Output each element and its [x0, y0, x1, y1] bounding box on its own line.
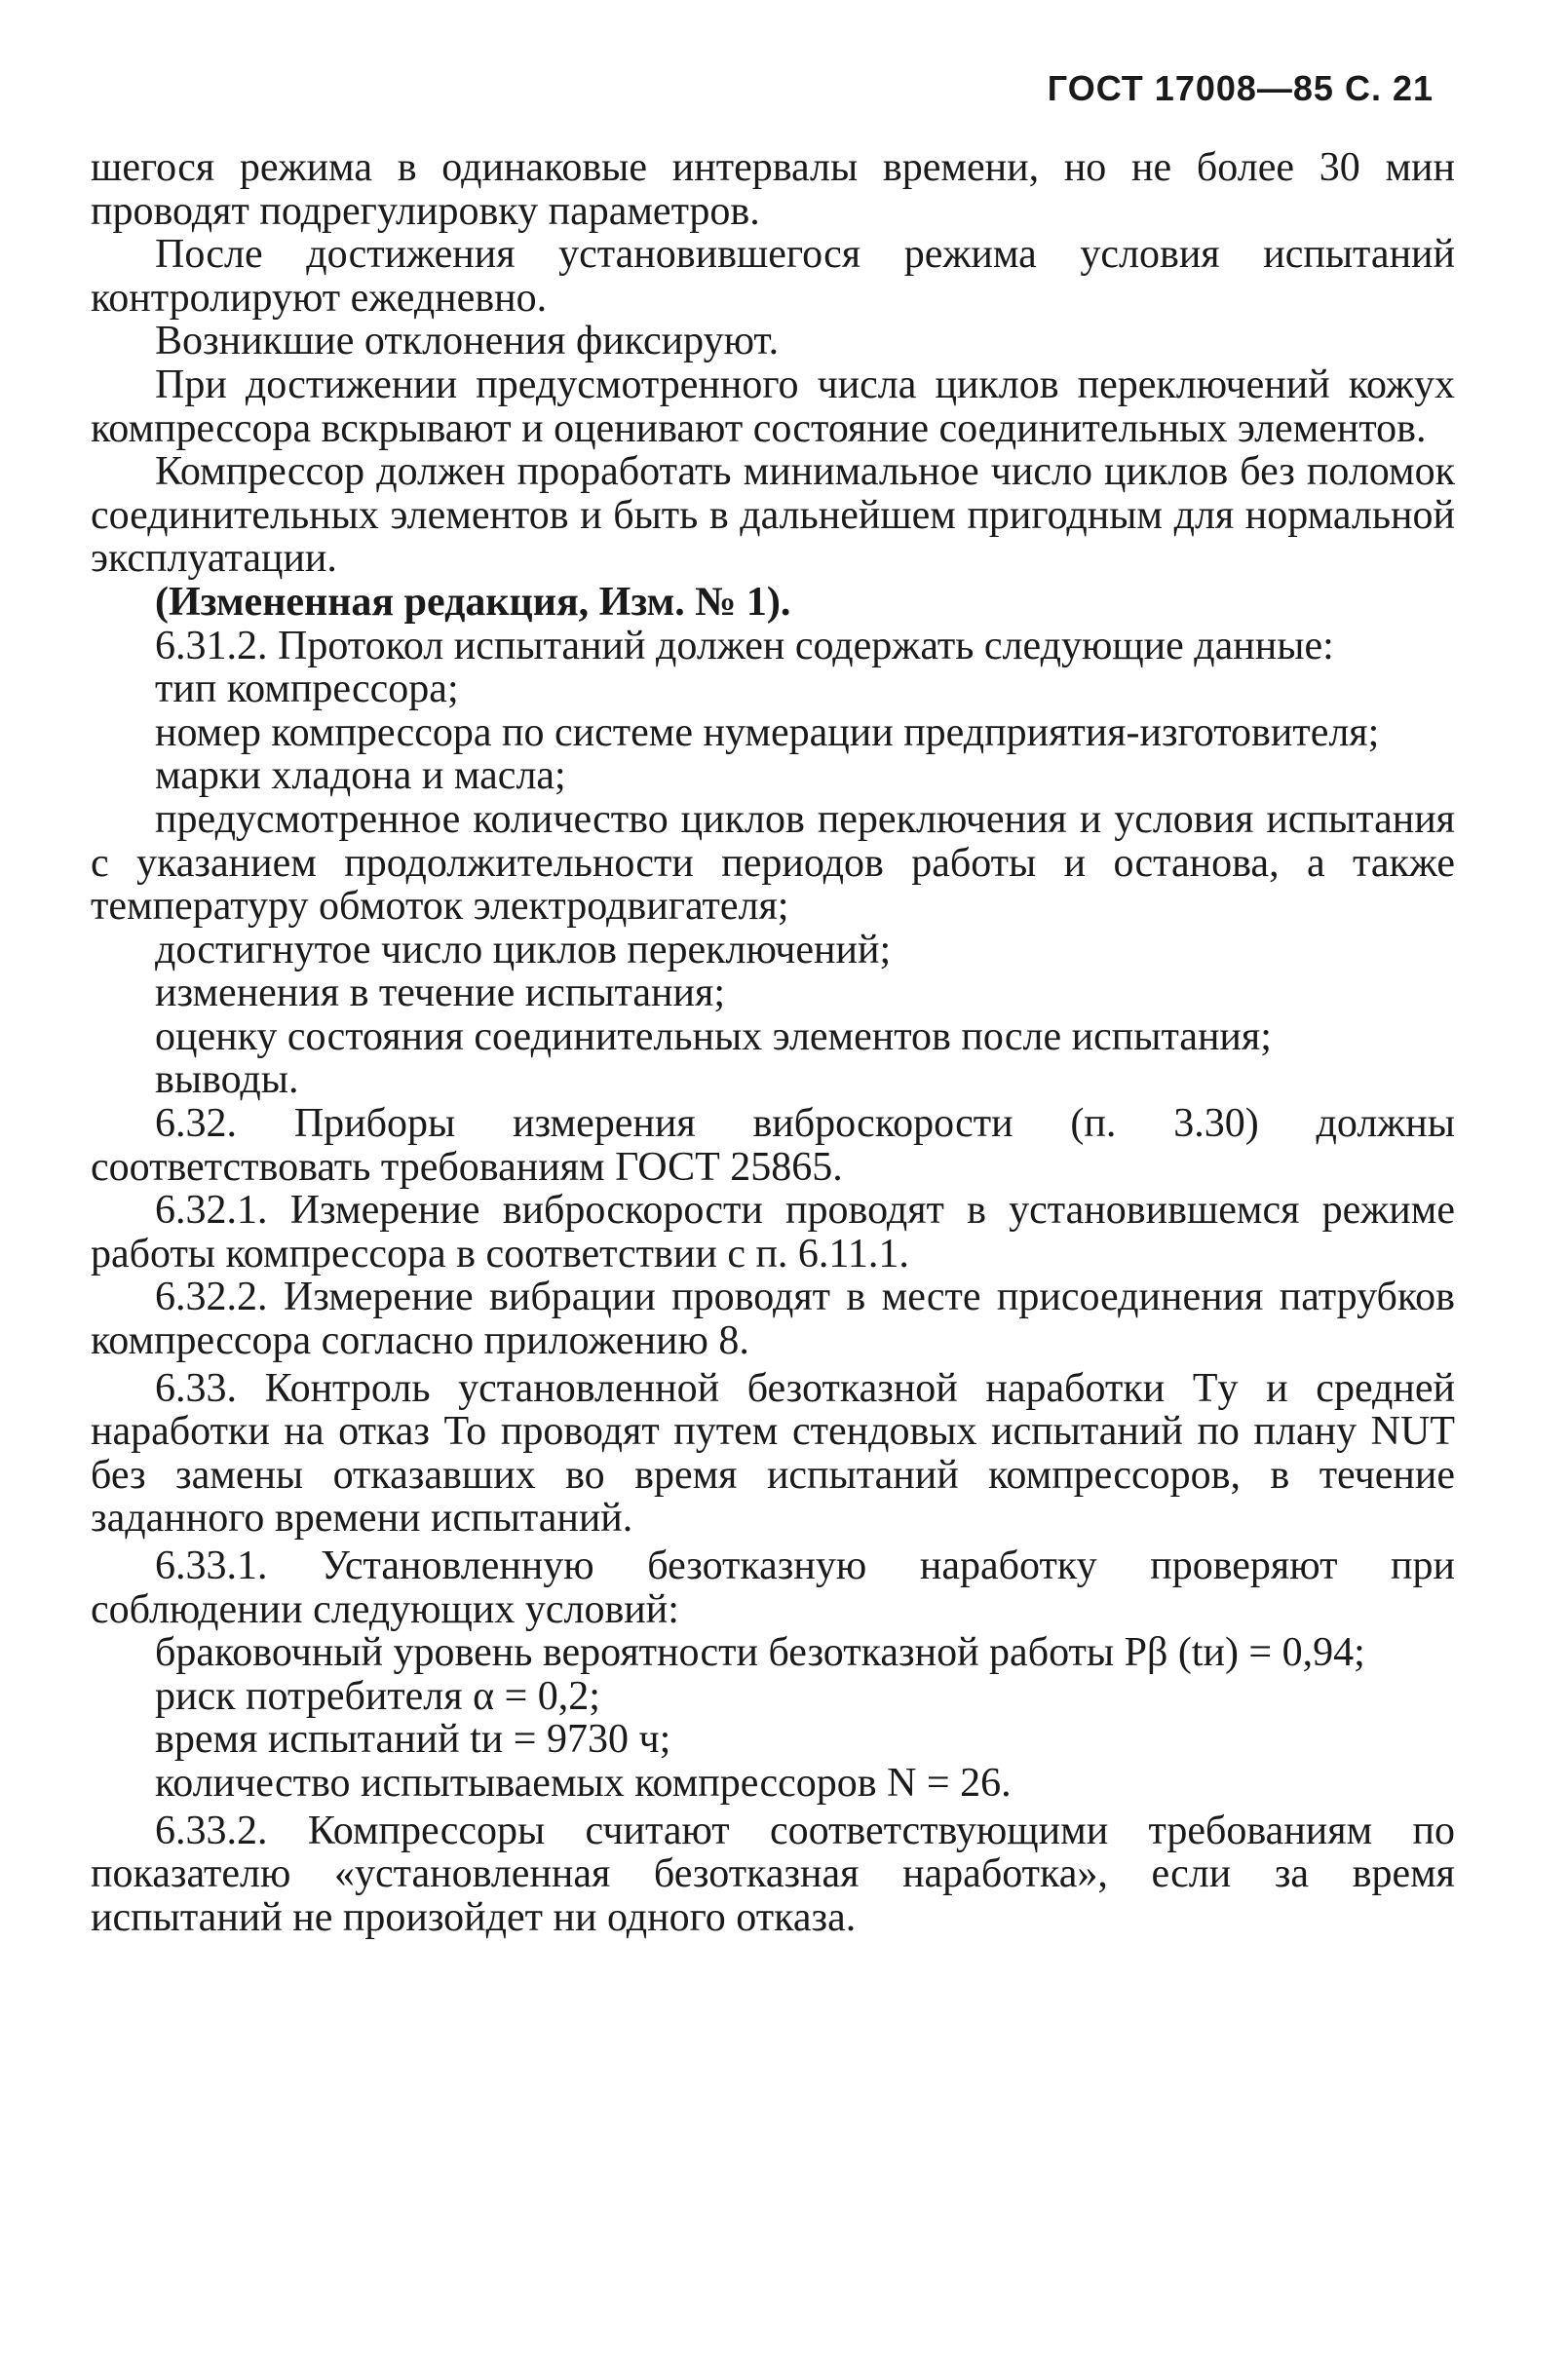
clause-6-33-1: 6.33.1. Установленную безотказную наработку проверяют при соблюдении следующих условий:: [91, 1543, 1455, 1632]
list-item: изменения в течение испытания;: [155, 971, 725, 1016]
paragraph: шегося режима в одинаковые интервалы времени, но не более 30 мин проводят подрегулировку параметров.: [91, 145, 1455, 234]
list-item: выводы.: [155, 1057, 299, 1103]
list-item: предусмотренное количество циклов переключения и условия испытания с указанием продолжительности периодов работы и останова, а также температуру обмоток электродвигателя;: [91, 796, 1455, 930]
clause-6-33-2: 6.33.2. Компрессоры считают соответствующими требованиям по показателю «установленная безотказная наработка», если за время испытаний не произойдет ни одного отказа.: [91, 1808, 1455, 1940]
condition-item: количество испытываемых компрессоров N = 26.: [155, 1760, 1012, 1806]
clause-6-32-2: 6.32.2. Измерение вибрации проводят в месте присоединения патрубков компрессора согласно приложению 8.: [91, 1275, 1455, 1364]
list-item: достигнутое число циклов переключений;: [155, 927, 892, 972]
condition-item: время испытаний tи = 9730 ч;: [155, 1717, 671, 1763]
paragraph: При достижении предусмотренного числа циклов переключений кожух компрессора вскрывают и оценивают состояние соединительных элементов.: [91, 362, 1455, 451]
list-item: номер компрессора по системе нумерации предприятия-изготовителя;: [155, 709, 1380, 755]
clause-6-32: 6.32. Приборы измерения виброскорости (п. 3.30) должны соответствовать требованиям ГОСТ 25865.: [91, 1101, 1455, 1190]
paragraph: После достижения установившегося режима условия испытаний контролируют ежедневно.: [91, 232, 1455, 321]
paragraph: Возникшие отклонения фиксируют.: [155, 319, 780, 364]
clause-6-33: 6.33. Контроль установленной безотказной наработки Tу и средней наработки на отказ To проводят путем стендовых испытаний по плану NUT без замены отказавших во время испытаний компрессоров, в течение заданного времени испытаний.: [91, 1365, 1455, 1542]
clause-6-31-2: 6.31.2. Протокол испытаний должен содержать следующие данные:: [155, 623, 1334, 668]
list-item: тип компрессора;: [155, 667, 459, 712]
page-header: ГОСТ 17008—85 С. 21: [1047, 68, 1434, 108]
list-item: марки хладона и масла;: [155, 753, 566, 799]
list-item: оценку состояния соединительных элементов после испытания;: [155, 1013, 1272, 1059]
clause-6-32-1: 6.32.1. Измерение виброскорости проводят в установившемся режиме работы компрессора в соответствии с п. 6.11.1.: [91, 1188, 1455, 1276]
amendment-note: (Измененная редакция, Изм. № 1).: [155, 579, 791, 625]
condition-item: браковочный уровень вероятности безотказной работы Pβ (tи) = 0,94;: [155, 1630, 1365, 1676]
paragraph: Компрессор должен проработать минимальное число циклов без поломок соединительных элементов и быть в дальнейшем пригодным для нормальной эксплуатации.: [91, 449, 1455, 582]
document-body: [91, 146, 1455, 1939]
condition-item: риск потребителя α = 0,2;: [155, 1673, 600, 1719]
